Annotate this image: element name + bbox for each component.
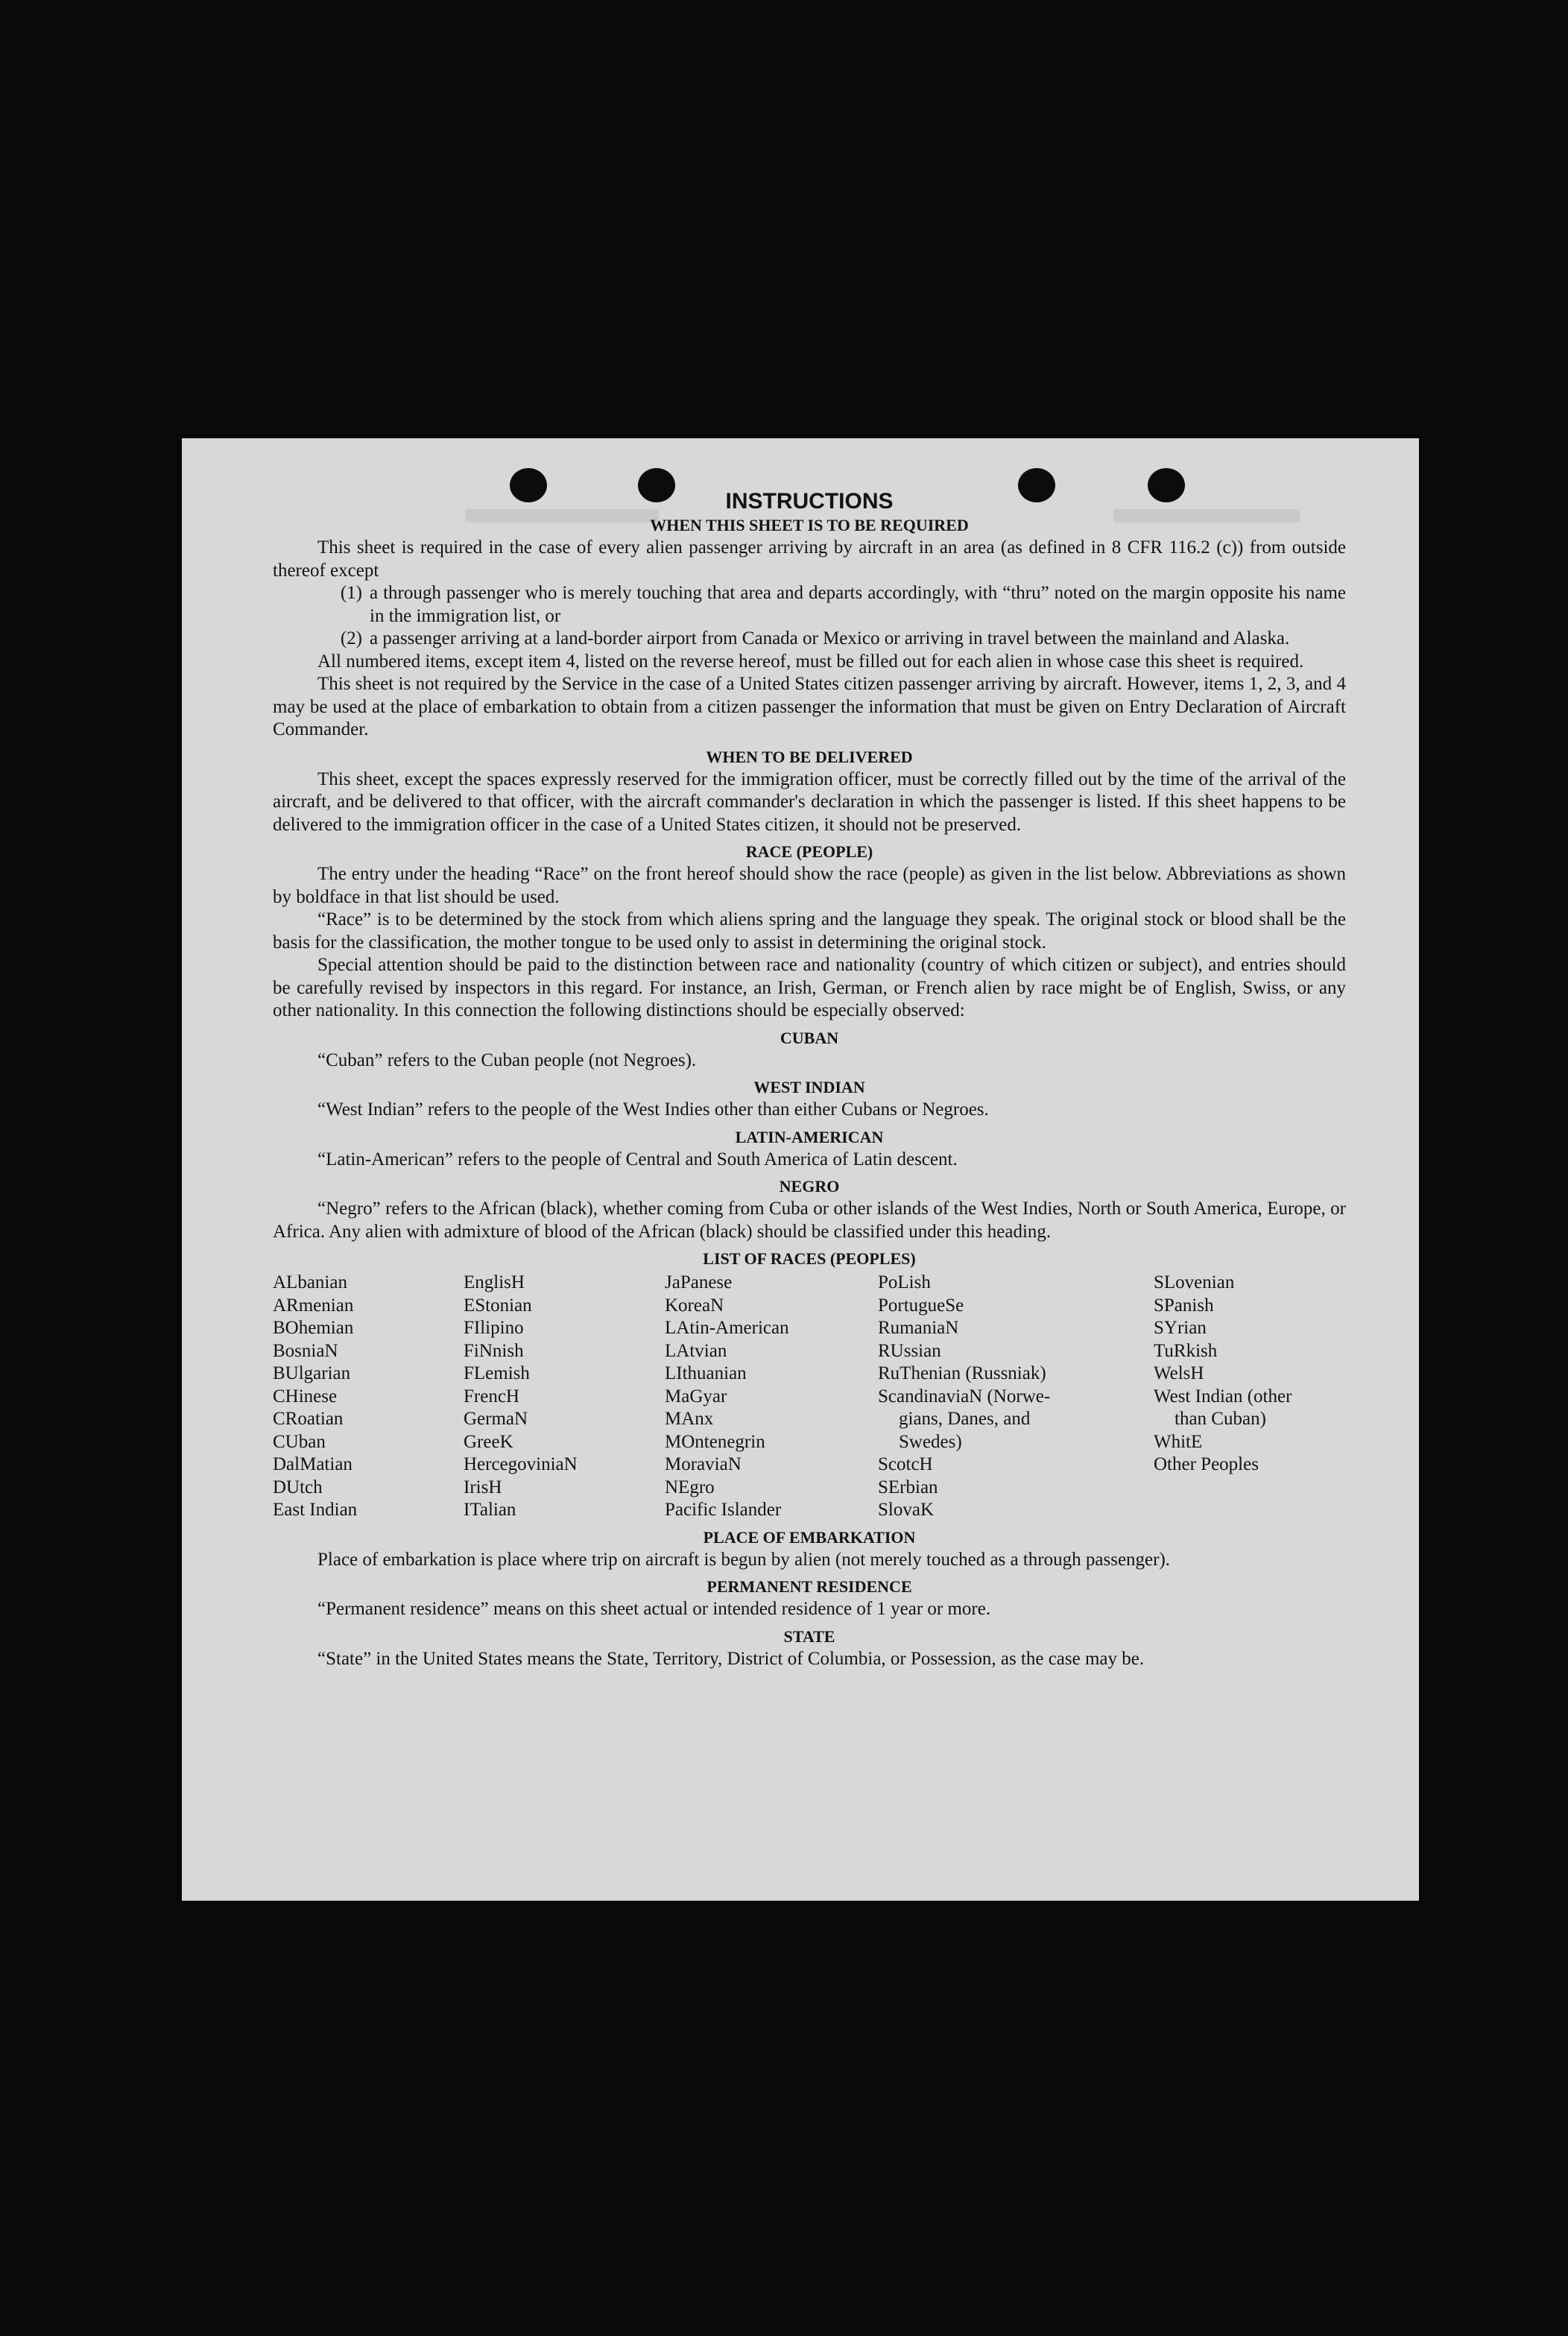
race-entry: FLemish <box>464 1363 530 1383</box>
race-entry: SlovaK <box>878 1500 934 1520</box>
section-heading-state: STATE <box>783 1626 835 1646</box>
race-entry: Swedes) <box>899 1431 962 1452</box>
race-entry: CHinese <box>273 1386 338 1407</box>
race-column <box>464 1272 665 1522</box>
page-title: INSTRUCTIONS <box>725 489 894 514</box>
race-entry: MOntenegrin <box>665 1431 765 1452</box>
race-entry: SYrian <box>1154 1318 1207 1338</box>
race-entry: PortugueSe <box>878 1295 964 1316</box>
race-entry: gians, Danes, and <box>899 1409 1031 1429</box>
race-entry: MoraviaN <box>665 1454 742 1474</box>
exception-number: (2) <box>340 628 362 648</box>
cuban-text: “Cuban” refers to the Cuban people (not Negroes). <box>317 1049 697 1070</box>
race-entry: WhitE <box>1154 1431 1203 1452</box>
race-entry: Pacific Islander <box>665 1500 782 1520</box>
race-entry: Other Peoples <box>1154 1454 1259 1474</box>
race-entry: LAtvian <box>665 1340 727 1361</box>
race-entry: SLovenian <box>1154 1272 1235 1292</box>
section-heading-latin-american: LATIN-AMERICAN <box>735 1127 884 1146</box>
negro-text: “Negro” refers to the African (black), whether coming from Cuba or other islands of the West Indies, North or South America, Europe, or Africa. Any alien with admixture of blood of the African (black) should be classified under this heading. <box>273 1199 1346 1242</box>
race-entry: KoreaN <box>665 1295 724 1316</box>
race-column <box>1154 1272 1346 1522</box>
section-heading-cuban: CUBAN <box>780 1028 839 1047</box>
race-entry: ALbanian <box>273 1272 347 1292</box>
latin-american-text: “Latin-American” refers to the people of Central and South America of Latin descent. <box>317 1149 958 1169</box>
race-entry: RuThenian (Russniak) <box>878 1363 1046 1383</box>
race-entry: LIthuanian <box>665 1363 747 1383</box>
section-heading-embarkation: PLACE OF EMBARKATION <box>703 1527 916 1547</box>
race-entry: TuRkish <box>1154 1340 1218 1361</box>
state-text: “State” in the United States means the State, Territory, District of Columbia, or Possession, as the case may be. <box>317 1648 1145 1669</box>
exception-text: a through passenger who is merely touching that area and departs accordingly, with “thru” noted on the margin opposite his name in the immigration list, or <box>370 583 1346 626</box>
race-entry: IrisH <box>464 1477 502 1497</box>
residence-text: “Permanent residence” means on this sheet actual or intended residence of 1 year or more. <box>317 1599 991 1619</box>
section-heading-west-indian: WEST INDIAN <box>753 1078 865 1096</box>
race-entry: WelsH <box>1154 1363 1204 1383</box>
race-entry: BUlgarian <box>273 1363 351 1383</box>
race-column <box>878 1272 1154 1522</box>
race-entry: ARmenian <box>273 1295 354 1316</box>
race-entry: EStonian <box>464 1295 532 1316</box>
section-heading-negro: NEGRO <box>779 1177 840 1196</box>
race-entry: ScandinaviaN (Norwe- <box>878 1386 1051 1407</box>
race-entry: GermaN <box>464 1409 528 1429</box>
race-entry: DalMatian <box>273 1454 353 1474</box>
exception-item <box>273 582 1346 628</box>
when-required-intro: This sheet is required in the case of every alien passenger arriving by aircraft in an area (as defined in 8 CFR 116.2 (c)) from outside thereof except <box>273 537 1346 581</box>
race-entry: West Indian (other <box>1154 1386 1292 1407</box>
race-entry: BOhemian <box>273 1318 354 1338</box>
race-entry: PoLish <box>878 1272 931 1292</box>
exception-text: a passenger arriving at a land-border airport from Canada or Mexico or arriving in travel between the mainland and Alaska. <box>370 628 1290 648</box>
west-indian-text: “West Indian” refers to the people of the West Indies other than either Cubans or Negroes. <box>317 1099 989 1120</box>
race-entry: SPanish <box>1154 1295 1214 1316</box>
race-entry: LAtin-American <box>665 1318 789 1338</box>
race-paragraph: The entry under the heading “Race” on the front hereof should show the race (people) as given in the list below. Abbreviations as shown by boldface in that list should be used. <box>273 864 1346 907</box>
race-entry: BosniaN <box>273 1340 338 1361</box>
embarkation-text: Place of embarkation is place where trip on aircraft is begun by alien (not merely touched as a through passenger). <box>317 1549 1171 1570</box>
section-heading-when-delivered: WHEN TO BE DELIVERED <box>706 747 913 766</box>
race-entry: MaGyar <box>665 1386 727 1407</box>
race-entry: ITalian <box>464 1500 516 1520</box>
section-heading-list-of-races: LIST OF RACES (PEOPLES) <box>703 1249 916 1268</box>
exception-number: (1) <box>340 583 362 603</box>
race-entry: East Indian <box>273 1500 358 1520</box>
exception-item <box>273 628 1346 651</box>
race-entry: GreeK <box>464 1431 513 1452</box>
race-entry: RumaniaN <box>878 1318 959 1338</box>
race-entry: DUtch <box>273 1477 323 1497</box>
section-heading-residence: PERMANENT RESIDENCE <box>706 1577 912 1596</box>
race-entry: CUban <box>273 1431 326 1452</box>
race-list <box>273 1272 1346 1522</box>
section-heading-when-required: WHEN THIS SHEET IS TO BE REQUIRED <box>650 516 969 534</box>
race-entry: CRoatian <box>273 1409 344 1429</box>
race-entry: MAnx <box>665 1409 714 1429</box>
race-column <box>273 1272 464 1522</box>
section-heading-race: RACE (PEOPLE) <box>745 842 873 861</box>
race-entry: RUssian <box>878 1340 941 1361</box>
instructions-body <box>273 489 1346 1670</box>
race-entry: than Cuban) <box>1175 1409 1266 1429</box>
when-delivered-text: This sheet, except the spaces expressly reserved for the immigration officer, must be correctly filled out by the time of the arrival of the aircraft, and be delivered to that officer, with the aircraft commander's declaration in which the passenger is listed. If this sheet happens to be delivered to the immigration officer in the case of a United States citizen, it should not be preserved. <box>273 768 1346 835</box>
race-paragraph: “Race” is to be determined by the stock from which aliens spring and the language they speak. The original stock or blood shall be the basis for the classification, the mother tongue to be used only to assist in determining the original stock. <box>273 909 1346 953</box>
race-entry: NEgro <box>665 1477 715 1497</box>
race-entry: JaPanese <box>665 1272 733 1292</box>
race-entry: FiNnish <box>464 1340 524 1361</box>
race-paragraph: Special attention should be paid to the distinction between race and nationality (country of which citizen or subject), and entries should be carefully revised by inspectors in this regard. For instance, an Irish, German, or French alien by race might be of English, Swiss, or any other nationality. In this connection the following distinctions should be especially observed: <box>273 955 1346 1020</box>
race-entry: ScotcH <box>878 1454 933 1474</box>
when-required-paragraph: All numbered items, except item 4, listed on the reverse hereof, must be filled out for each alien in whose case this sheet is required. <box>317 651 1304 672</box>
race-entry: FrencH <box>464 1386 519 1407</box>
document-sheet <box>182 438 1419 1901</box>
when-required-paragraph: This sheet is not required by the Service in the case of a United States citizen passenger arriving by aircraft. However, items 1, 2, 3, and 4 may be used at the place of embarkation to obtain from a citizen passenger the information that must be given on Entry Declaration of Aircraft Commander. <box>273 674 1346 739</box>
race-column <box>665 1272 878 1522</box>
race-entry: EnglisH <box>464 1272 525 1292</box>
race-entry: SErbian <box>878 1477 938 1497</box>
race-entry: FIlipino <box>464 1318 524 1338</box>
race-entry: HercegoviniaN <box>464 1454 578 1474</box>
